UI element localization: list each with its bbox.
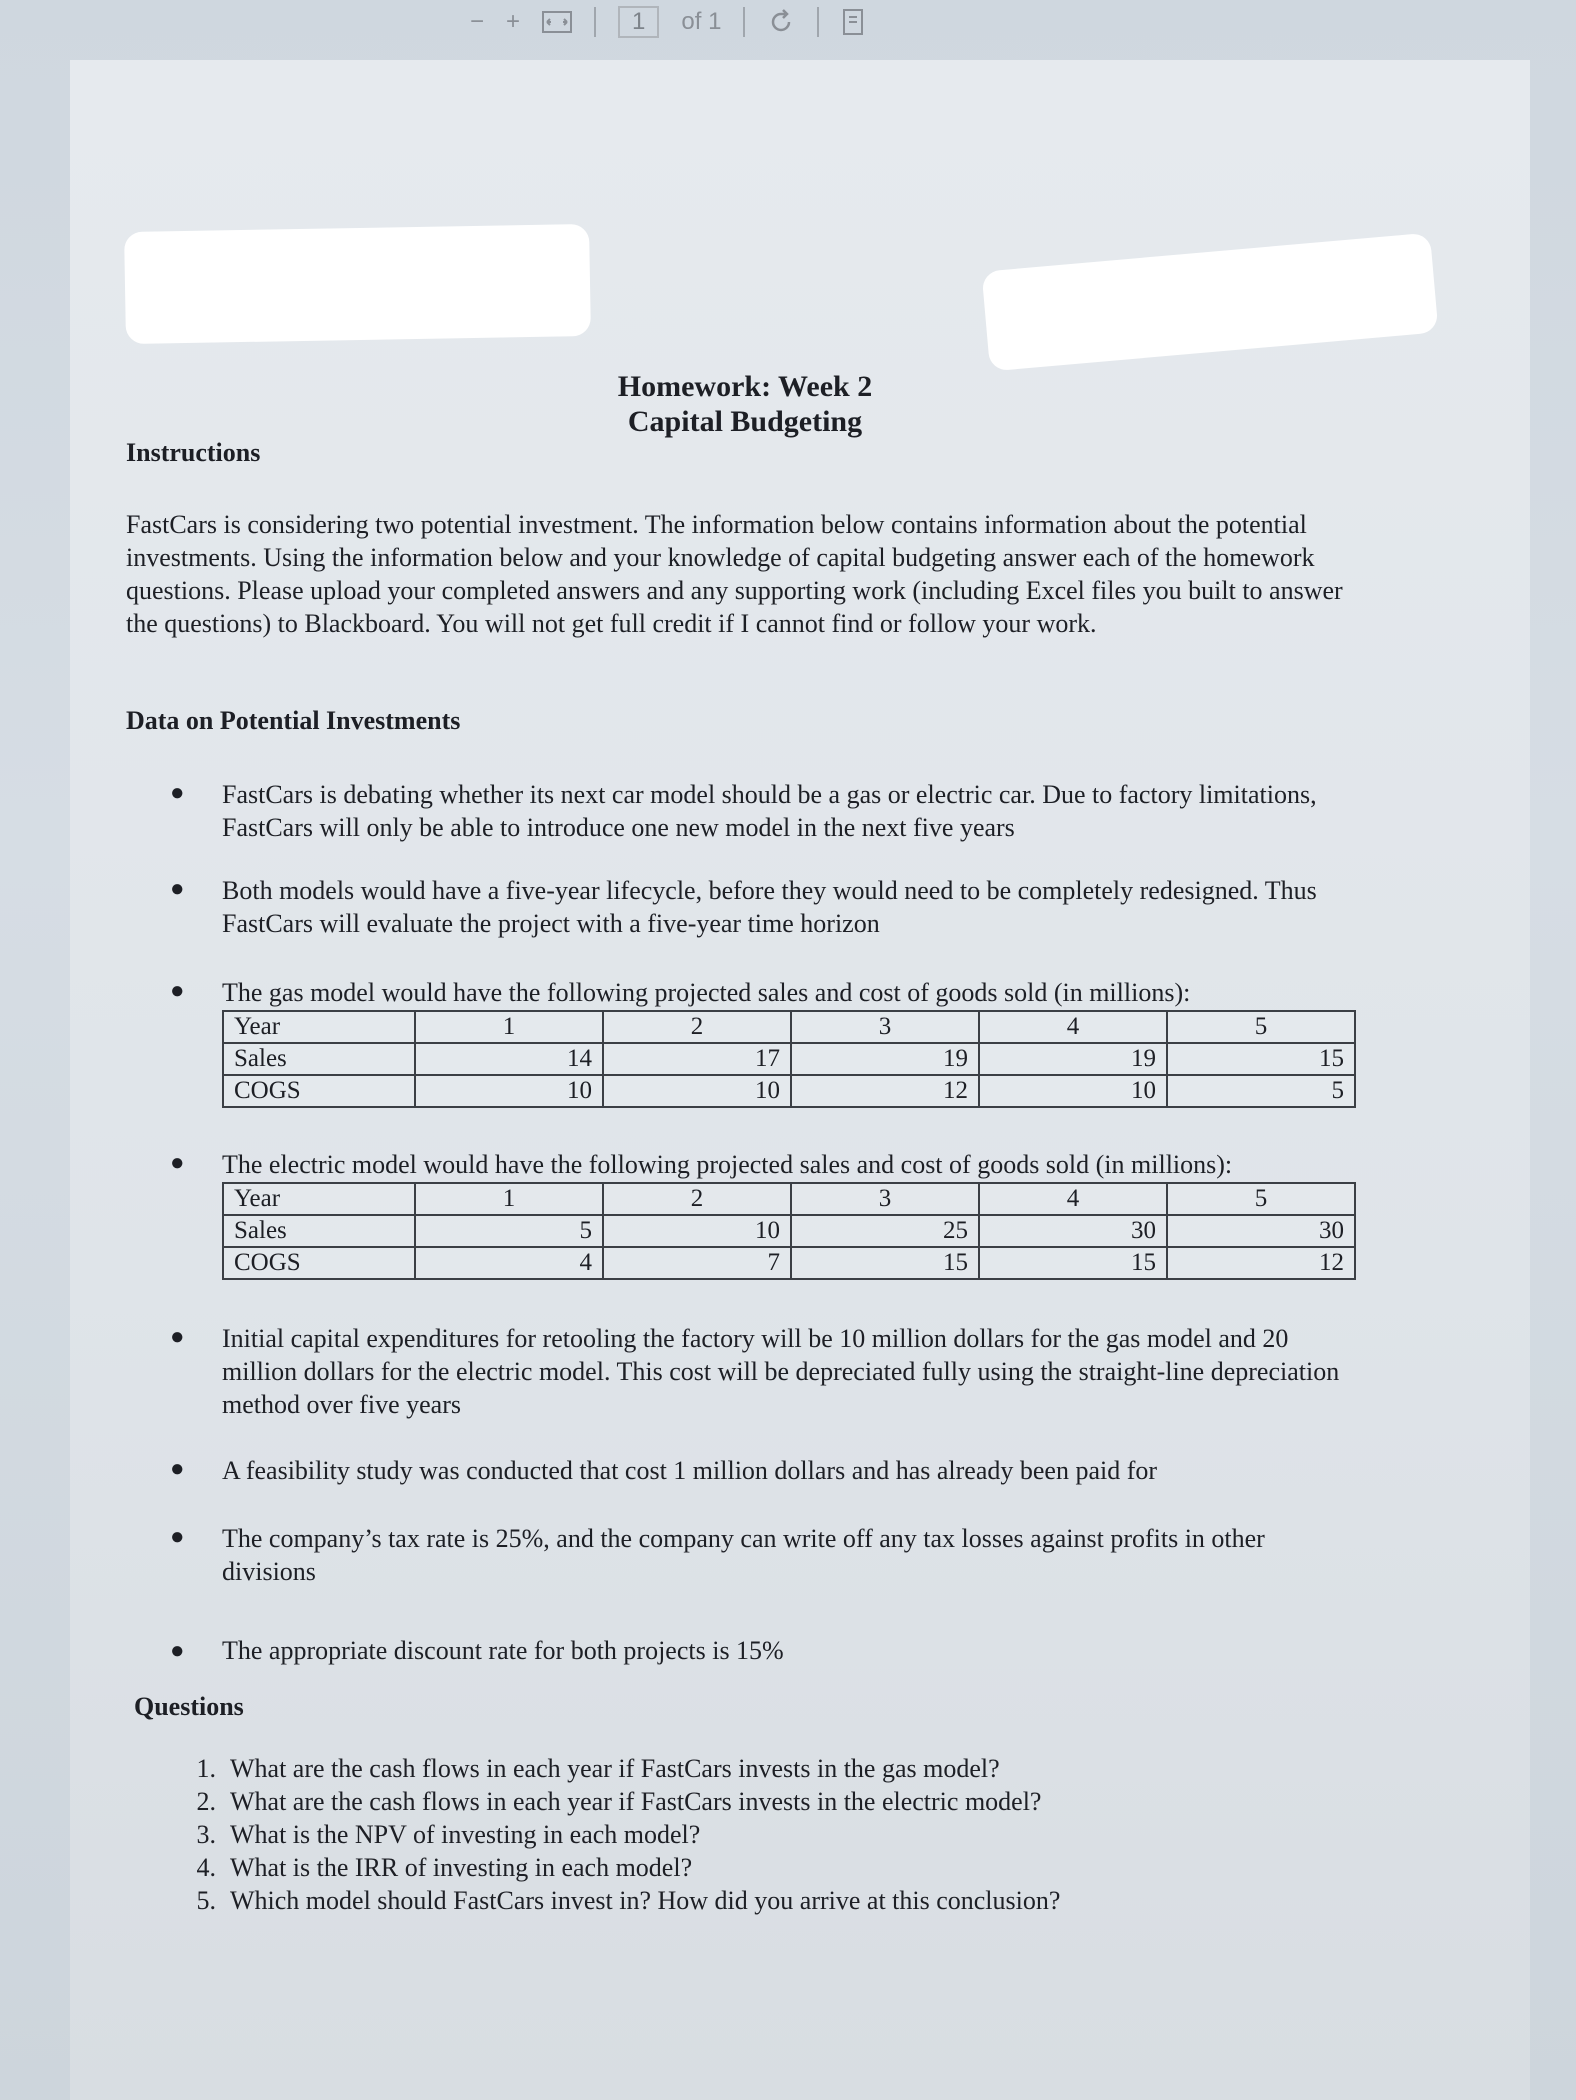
bullet-text: FastCars is debating whether its next car model should be a gas or electric car. Due to factory limitations, FastCars will only be able to introduce one new model in the next five years: [222, 780, 1317, 842]
bullet-marker: ●: [170, 978, 185, 1004]
table-cell: Sales: [223, 1215, 415, 1247]
table-cell: 12: [1167, 1247, 1355, 1279]
questions-list: [186, 1752, 1386, 1917]
table-row: [223, 1043, 1355, 1075]
table-row: [223, 1183, 1355, 1215]
question-text: What is the IRR of investing in each model?: [230, 1853, 693, 1882]
bullet-text: The company’s tax rate is 25%, and the company can write off any tax losses against profits in other divisions: [222, 1524, 1265, 1586]
gas-model-table: [222, 1010, 1356, 1108]
question-text: What is the NPV of investing in each model?: [230, 1820, 701, 1849]
table-cell: 5: [1167, 1075, 1355, 1107]
questions-heading: Questions: [134, 1692, 244, 1721]
list-item: [186, 1785, 1386, 1818]
page-count-label: of 1: [681, 8, 722, 35]
zoom-out-button[interactable]: −: [470, 8, 485, 35]
bullet-marker: ●: [170, 1456, 185, 1482]
document-title: Homework: Week 2: [617, 370, 873, 403]
table-cell: 2: [603, 1011, 791, 1043]
table-cell: 7: [603, 1247, 791, 1279]
table-cell: 5: [415, 1215, 603, 1247]
question-number: 4.: [196, 1853, 216, 1882]
question-text: What are the cash flows in each year if FastCars invests in the electric model?: [230, 1787, 1042, 1816]
table-row: [223, 1075, 1355, 1107]
table-row: [223, 1247, 1355, 1279]
table-cell: 15: [1167, 1043, 1355, 1075]
table-cell: Sales: [223, 1043, 415, 1075]
table-cell: 14: [415, 1043, 603, 1075]
toolbar-divider: [594, 7, 596, 37]
zoom-in-button[interactable]: +: [506, 8, 521, 35]
question-number: 5.: [196, 1886, 216, 1915]
question-number: 1.: [196, 1754, 216, 1783]
fit-page-icon[interactable]: [542, 11, 572, 33]
table-cell: 4: [979, 1183, 1167, 1215]
list-item: [186, 1818, 1386, 1851]
bullet-marker: ●: [170, 1524, 185, 1550]
bullet-text: Initial capital expenditures for retooling the factory will be 10 million dollars for the gas model and 20 million dollars for the electric model. This cost will be depreciated fully using the straight-line depreciation method over five years: [222, 1324, 1340, 1419]
viewer-toolbar: [470, 0, 1030, 44]
rotate-icon[interactable]: [767, 8, 795, 36]
table-cell: 30: [979, 1215, 1167, 1247]
table-cell: 4: [979, 1011, 1167, 1043]
table-cell: 5: [1167, 1011, 1355, 1043]
bullet-marker: ●: [170, 780, 185, 806]
table-cell: 10: [603, 1075, 791, 1107]
bullet-text: A feasibility study was conducted that cost 1 million dollars and has already been paid for: [222, 1456, 1158, 1485]
bullet-marker: ●: [170, 1324, 185, 1350]
document-subtitle: Capital Budgeting: [627, 405, 863, 438]
table-cell: 17: [603, 1043, 791, 1075]
toolbar-divider: [743, 7, 745, 37]
table-cell: 1: [415, 1011, 603, 1043]
page-number-input[interactable]: 1: [618, 6, 659, 38]
bullet-text: The appropriate discount rate for both projects is 15%: [222, 1636, 784, 1665]
table-cell: COGS: [223, 1247, 415, 1279]
bullet-marker: ●: [170, 1150, 185, 1176]
table-row: [223, 1011, 1355, 1043]
question-number: 2.: [196, 1787, 216, 1816]
data-heading: Data on Potential Investments: [126, 706, 461, 735]
table-cell: 15: [979, 1247, 1167, 1279]
table-cell: 1: [415, 1183, 603, 1215]
table-cell: 3: [791, 1011, 979, 1043]
list-item: [186, 1884, 1386, 1917]
table-cell: 10: [415, 1075, 603, 1107]
list-item: [186, 1851, 1386, 1884]
redaction-mark: [124, 224, 591, 344]
bullet-text: Both models would have a five-year lifecycle, before they would need to be completely redesigned. Thus FastCars will evaluate the project with a five-year time horizon: [222, 876, 1317, 938]
bullet-text: The electric model would have the following projected sales and cost of goods sold (in millions):: [222, 1150, 1233, 1179]
table-cell: 25: [791, 1215, 979, 1247]
bullet-marker: ●: [170, 876, 185, 902]
electric-model-table: [222, 1182, 1356, 1280]
table-cell: 19: [979, 1043, 1167, 1075]
table-cell: 12: [791, 1075, 979, 1107]
table-cell: 5: [1167, 1183, 1355, 1215]
question-number: 3.: [196, 1820, 216, 1849]
page-options-icon[interactable]: [841, 8, 865, 36]
toolbar-divider: [817, 7, 819, 37]
list-item: [186, 1752, 1386, 1785]
table-cell: 30: [1167, 1215, 1355, 1247]
question-text: What are the cash flows in each year if FastCars invests in the gas model?: [230, 1754, 1000, 1783]
table-cell: Year: [223, 1011, 415, 1043]
question-text: Which model should FastCars invest in? How did you arrive at this conclusion?: [230, 1886, 1061, 1915]
table-cell: 10: [603, 1215, 791, 1247]
table-cell: 4: [415, 1247, 603, 1279]
table-cell: Year: [223, 1183, 415, 1215]
instructions-heading: Instructions: [126, 438, 261, 467]
table-cell: 19: [791, 1043, 979, 1075]
table-cell: 2: [603, 1183, 791, 1215]
table-cell: 3: [791, 1183, 979, 1215]
bullet-marker: ●: [170, 1638, 185, 1664]
instructions-text: FastCars is considering two potential investment. The information below contains information about the potential investments. Using the information below and your knowledge of capital budgeting answer each of the homework questions. Please upload your completed answers and any supporting work (including Excel files you built to answer the questions) to Blackboard. You will not get full credit if I cannot find or follow your work.: [126, 510, 1343, 638]
table-cell: 15: [791, 1247, 979, 1279]
bullet-text: The gas model would have the following projected sales and cost of goods sold (in millions):: [222, 978, 1191, 1007]
table-row: [223, 1215, 1355, 1247]
table-cell: COGS: [223, 1075, 415, 1107]
table-cell: 10: [979, 1075, 1167, 1107]
